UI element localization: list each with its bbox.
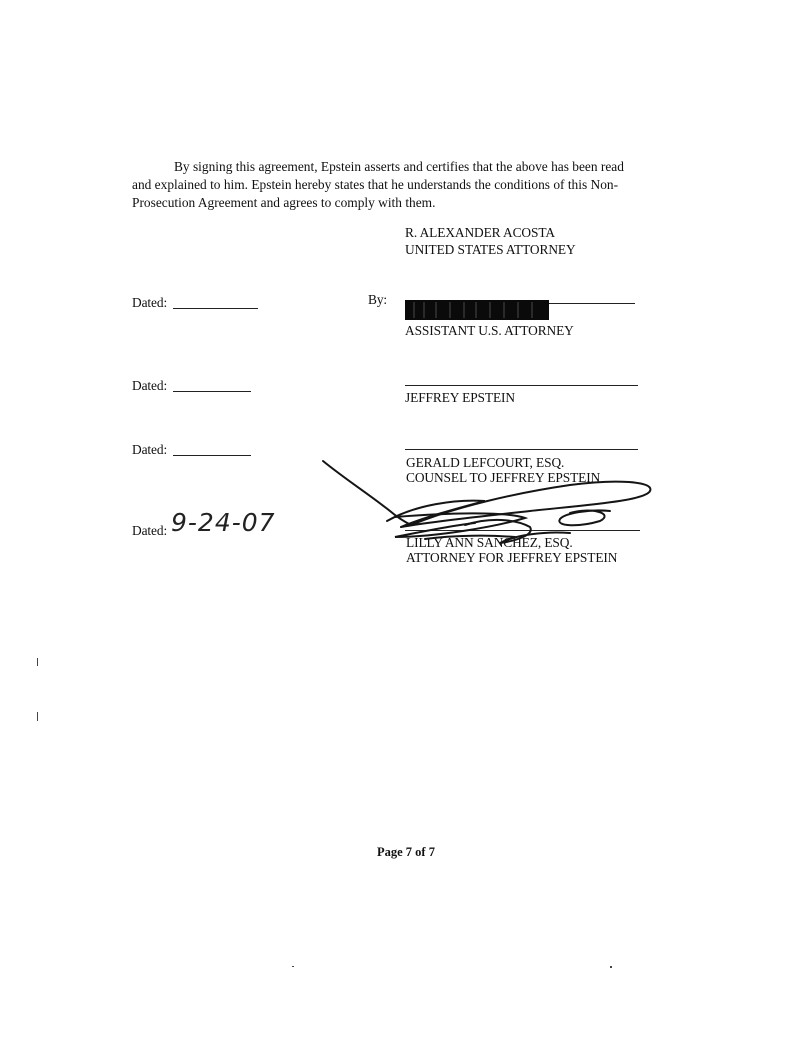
handwritten-signature <box>315 455 660 555</box>
paragraph-line: Prosecution Agreement and agrees to comply with them. <box>132 195 436 210</box>
date-line <box>173 455 251 456</box>
signer-title: COUNSEL TO JEFFREY EPSTEIN <box>406 470 601 485</box>
dated-label: Dated: <box>132 442 168 457</box>
dated-label: Dated: <box>132 378 168 393</box>
signer-title: ASSISTANT U.S. ATTORNEY <box>405 323 574 338</box>
signer-title: ATTORNEY FOR JEFFREY EPSTEIN <box>406 550 618 565</box>
certification-paragraph <box>132 158 642 212</box>
signer-name: JEFFREY EPSTEIN <box>405 390 515 405</box>
date-line <box>173 308 258 309</box>
signature-line <box>405 385 638 386</box>
paragraph-line: and explained to him. Epstein hereby states that he understands the conditions of this Non- <box>132 177 619 192</box>
signature-line <box>405 449 638 450</box>
handwritten-date: 9-24-07 <box>171 508 276 537</box>
page-number: Page 7 of 7 <box>377 845 435 859</box>
redaction-block <box>405 300 549 320</box>
scan-artifact <box>37 658 38 666</box>
paragraph-line: By signing this agreement, Epstein asserts and certifies that the above has been read <box>174 159 624 174</box>
dated-label: Dated: <box>132 523 168 538</box>
scan-artifact <box>37 712 38 721</box>
us-attorney-title: UNITED STATES ATTORNEY <box>405 242 576 257</box>
us-attorney-name: R. ALEXANDER ACOSTA <box>405 225 555 240</box>
signer-name: LILLY ANN SANCHEZ, ESQ. <box>406 535 573 550</box>
signature-line <box>549 303 635 304</box>
scan-artifact <box>610 966 612 968</box>
scan-artifact <box>292 966 294 967</box>
signer-name: GERALD LEFCOURT, ESQ. <box>406 455 565 470</box>
date-line <box>173 391 251 392</box>
dated-label: Dated: <box>132 295 168 310</box>
by-label: By: <box>368 292 388 307</box>
